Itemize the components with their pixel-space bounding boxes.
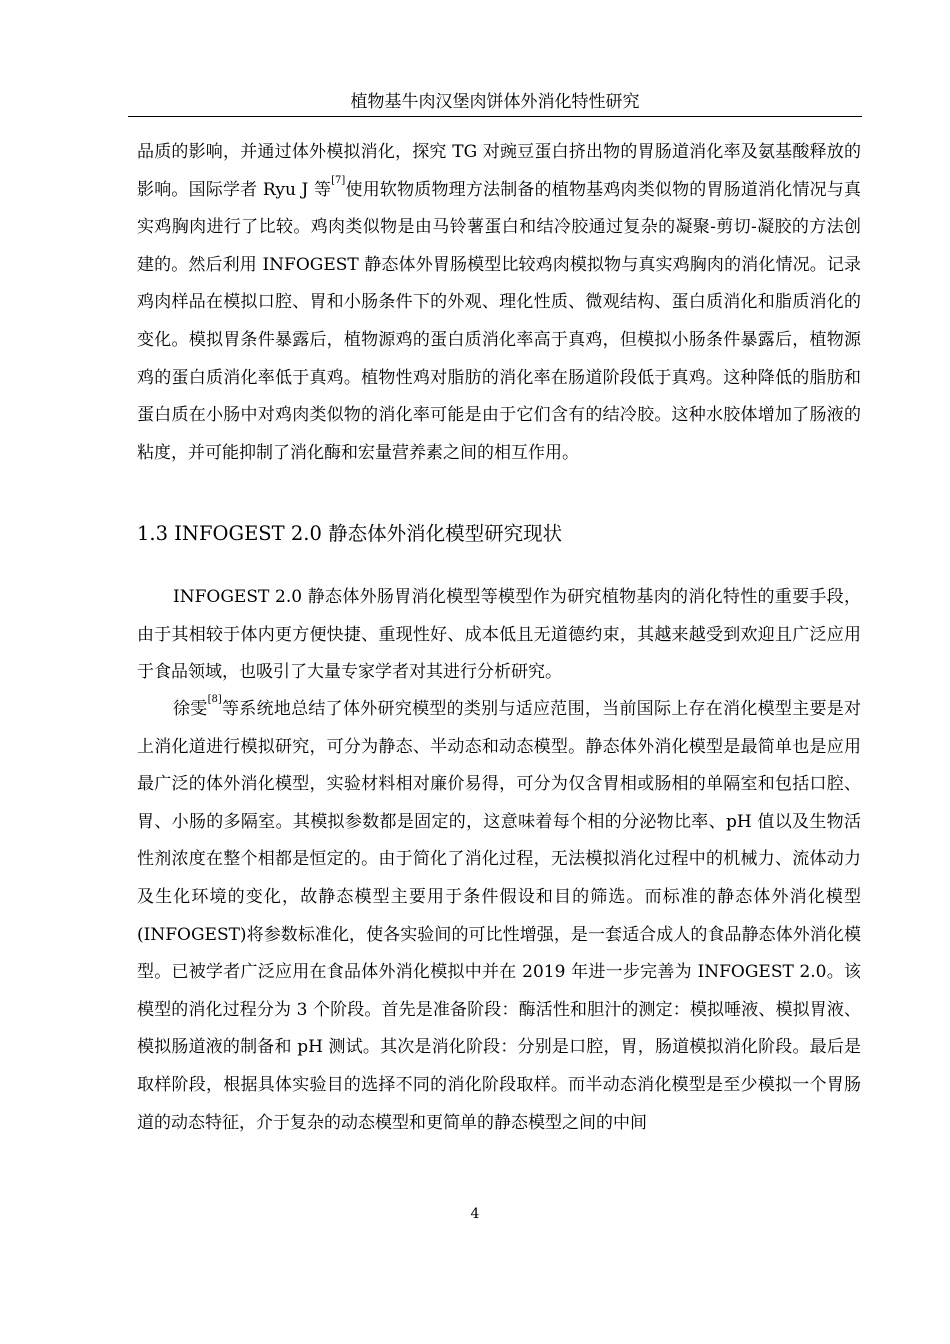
section-heading: 1.3 INFOGEST 2.0 静态体外消化模型研究现状 bbox=[137, 522, 563, 545]
body-paragraph bbox=[137, 134, 861, 472]
citation-ref[interactable]: [7] bbox=[331, 174, 346, 186]
page-number: 4 bbox=[470, 1206, 480, 1222]
running-header: 植物基牛肉汉堡肉饼体外消化特性研究 bbox=[128, 88, 862, 117]
paragraph-text: 品质的影响，并通过体外模拟消化，探究 TG 对豌豆蛋白挤出物的胃肠道消化率及氨基酸释放的影响。国际学者 Ryu J 等 bbox=[137, 142, 861, 200]
paragraph-text: 等系统地总结了体外研究模型的类别与适应范围，当前国际上存在消化模型主要是对上消化道进行模拟研究，可分为静态、半动态和动态模型。静态体外消化模型是最简单也是应用最广泛的体外消化模型，实验材料相对廉价易得，可分为仅含胃相或肠相的单隔室和包括口腔、胃、小肠的多隔室。其模拟参数都是固定的，这意味着每个相的分泌物比率、pH 值以及生物活性剂浓度在整个相都是恒定的。由于简化了消化过程，无法模拟消化过程中的机械力、流体动力及生化环境的变化，故静态模型主要用于条件假设和目的筛选。而标准的静态体外消化模型(INFOGEST)将参数标准化，使各实验间的可比性增强，是一套适合成人的食品静态体外消化模型。已被学者广泛应用在食品体外消化模拟中并在 2019 年进一步完善为 INFOGEST 2.0。该模型的消化过程分为 3 个阶段。首先是准备阶段：酶活性和胆汁的测定：模拟唾液、模拟胃液、模拟肠道液的制备和 pH 测试。其次是消化阶段：分别是口腔，胃，肠道模拟消化阶段。最后是取样阶段，根据具体实验目的选择不同的消化阶段取样。而半动态消化模型是至少模拟一个胃肠道的动态特征，介于复杂的动态模型和更简单的静态模型之间的中间 bbox=[137, 699, 862, 1133]
body-paragraph: INFOGEST 2.0 静态体外肠胃消化模型等模型作为研究植物基肉的消化特性的重要手段，由于其相较于体内更方便快捷、重现性好、成本低且无道德约束，其越来越受到欢迎且广泛应用于食品领域，也吸引了大量专家学者对其进行分析研究。 bbox=[137, 587, 861, 683]
citation-ref[interactable]: [8] bbox=[207, 694, 222, 705]
paragraph-text: 使用软物质物理方法制备的植物基鸡肉类似物的胃肠道消化情况与真实鸡胸肉进行了比较。鸡肉类似物是由马铃薯蛋白和结冷胶通过复杂的凝聚-剪切-凝胶的方法创建的。然后利用 INFOGEST 静态体外胃肠模型比较鸡肉模拟物与真实鸡胸肉的消化情况。记录鸡肉样品在模拟口腔、胃和小肠条件下的外观、理化性质、微观结构、蛋白质消化和脂质消化的变化。模拟胃条件暴露后，植物源鸡的蛋白质消化率高于真鸡，但模拟小肠条件暴露后，植物源鸡的蛋白质消化率低于真鸡。植物性鸡对脂肪的消化率在肠道阶段低于真鸡。这种降低的脂肪和蛋白质在小肠中对鸡肉类似物的消化率可能是由于它们含有的结冷胶。这种水胶体增加了肠液的粘度，并可能抑制了消化酶和宏量营养素之间的相互作用。 bbox=[137, 179, 861, 463]
paragraph-text: 徐雯 bbox=[173, 699, 208, 719]
body-paragraph bbox=[137, 691, 861, 1142]
